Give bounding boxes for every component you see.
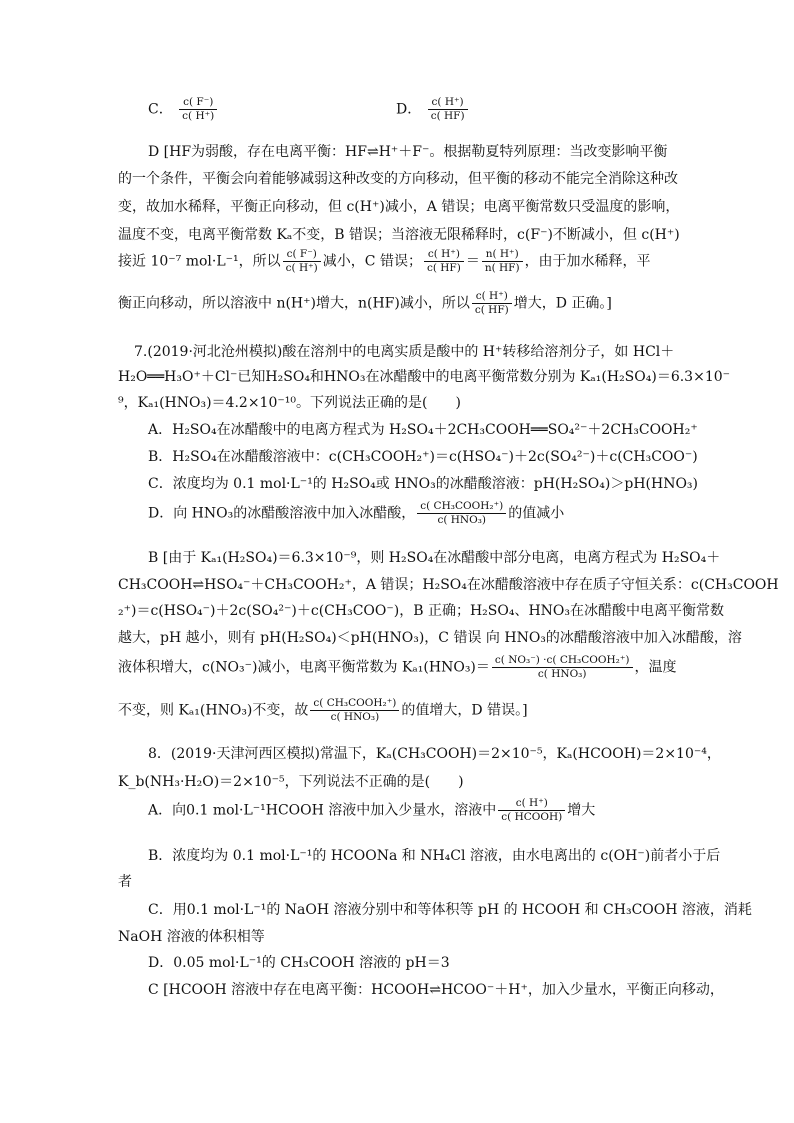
fraction: $\frac{c( F^-)}{c( H^+)}$ xyxy=(179,96,217,123)
text-line: H₂O══H₃O⁺＋Cl⁻已知H₂SO₄和HNO₃在冰醋酸中的电离平衡常数分别为 Kₐ₁(H₂SO₄)＝6.3×10⁻ xyxy=(118,369,731,385)
option-d: D．0.05 mol·L⁻¹的 CH₃COOH 溶液的 pH＝3 xyxy=(148,955,450,971)
question-8-stem: 8．(2019·天津河西区模拟)常温下，Kₐ(CH₃COOH)＝2×10⁻⁵，Kₐ(HCOOH)＝2×10⁻⁴， xyxy=(148,746,721,762)
text-line: 的一个条件，平衡会向着能够减弱这种改变的方向移动，但平衡的移动不能完全消除这种改 xyxy=(118,171,678,187)
answer-line: C [HCOOH 溶液中存在电离平衡：HCOOH⇌HCOO⁻＋H⁺，加入少量水，平衡正向移动， xyxy=(148,982,724,998)
option-d-label: D． xyxy=(396,101,422,118)
text-line: 者 xyxy=(118,874,132,890)
fraction: $\frac{c( H^+)}{c( HF)}$ xyxy=(472,290,512,317)
text-line: NaOH 溶液的体积相等 xyxy=(118,929,265,945)
option-a: A．H₂SO₄在冰醋酸中的电离方程式为 H₂SO₄＋2CH₃COOH══SO₄²⁻＋2CH₃COOH₂⁺ xyxy=(148,422,698,438)
text-line: ₂⁺)＝c(HSO₄⁻)＋2c(SO₄²⁻)＋c(CH₃COO⁻)，B 正确；H₂SO₄、HNO₃在冰醋酸中电离平衡常数 xyxy=(118,603,725,619)
text-line-with-fractions: 衡正向移动，所以溶液中 n(H⁺)增大，n(HF)减小，所以 $\frac{c( H^+)}{c( HF)}$ 增大，D 正确。] xyxy=(118,290,612,316)
option-a: A．向0.1 mol·L⁻¹HCOOH 溶液中加入少量水，溶液中 $\frac{c( H^+)}{\text{c( HCOOH)}}$ 增大 xyxy=(148,797,596,823)
option-b: B．H₂SO₄在冰醋酸溶液中：c(CH₃COOH₂⁺)＝c(HSO₄⁻)＋2c(SO₄²⁻)＋c(CH₃COO⁻) xyxy=(148,449,698,465)
text-line-with-fractions: 液体积增大，c(NO₃⁻)减小，电离平衡常数为 Kₐ₁(HNO₃)＝ $\frac{\text{c( NO₃⁻) ·c( CH₃COOH₂⁺)}}{\text{c( HNO₃)}}$ ，温度 xyxy=(118,654,677,680)
text-line-with-fractions: 不变，则 Kₐ₁(HNO₃)不变，故 $\frac{\text{c( CH₃COOH₂⁺)}}{\text{c( HNO₃)}}$ 的值增大，D 错误。] xyxy=(118,697,528,723)
text-line-with-fractions: 接近 10⁻⁷ mol·L⁻¹，所以 $\frac{c( F^-)}{c( H^+)}$ 减小，C 错误； $\frac{c( H^+)}{c( HF)}$ ＝ $\frac{n( H^+)}{n( HF)}$ ，由于加水稀释，平 xyxy=(118,248,651,274)
answer-line: B [由于 Kₐ₁(H₂SO₄)＝6.3×10⁻⁹，则 H₂SO₄在冰醋酸中部分电离，电离方程式为 H₂SO₄＋ xyxy=(148,550,721,566)
text-line: 变，故加水稀释，平衡正向移动，但 c(H⁺)减小，A 错误；电离平衡常数只受温度的影响， xyxy=(118,199,680,215)
question-7-stem: 7.(2019·河北沧州模拟)酸在溶剂中的电离实质是酸中的 H⁺转移给溶剂分子，如 HCl＋ xyxy=(134,344,675,360)
text-line: 越大，pH 越小，则有 pH(H₂SO₄)＜pH(HNO₃)，C 错误 向 HNO₃的冰醋酸溶液中加入冰醋酸，溶 xyxy=(118,630,742,646)
text-line: 温度不变，电离平衡常数 Kₐ不变，B 错误；当溶液无限稀释时，c(F⁻)不断减小，但 c(H⁺) xyxy=(118,227,680,243)
option-c: C．浓度均为 0.1 mol·L⁻¹的 H₂SO₄或 HNO₃的冰醋酸溶液：pH(H₂SO₄)＞pH(HNO₃) xyxy=(148,476,698,492)
fraction: $\frac{c( H^+)}{c( HF)}$ xyxy=(428,96,468,123)
text-line: CH₃COOH⇌HSO₄⁻＋CH₃COOH₂⁺，A 错误；H₂SO₄在冰醋酸溶液中存在质子守恒关系：c(CH₃COOH xyxy=(118,577,779,593)
option-d: D．向 HNO₃的冰醋酸溶液中加入冰醋酸， $\frac{\text{c( CH₃COOH₂⁺)}}{\text{c( HNO₃)}}$ 的值减小 xyxy=(148,500,565,526)
fraction: $\frac{\text{c( CH₃COOH₂⁺)}}{\text{c( HNO₃)}}$ xyxy=(417,500,506,527)
option-c: C．用0.1 mol·L⁻¹的 NaOH 溶液分别中和等体积等 pH 的 HCOOH 和 CH₃COOH 溶液，消耗 xyxy=(148,902,752,918)
fraction: $\frac{\text{c( NO₃⁻) ·c( CH₃COOH₂⁺)}}{\text{c( HNO₃)}}$ xyxy=(492,654,633,681)
text-line: D [HF为弱酸，存在电离平衡：HF⇌H⁺＋F⁻。根据勒夏特列原理：当改变影响平衡 xyxy=(148,144,668,160)
option-c-top xyxy=(148,96,219,123)
fraction: $\frac{c( H^+)}{\text{c( HCOOH)}}$ xyxy=(498,797,565,824)
option-c-label: C． xyxy=(148,101,173,118)
fraction: $\frac{n( H^+)}{n( HF)}$ xyxy=(482,248,523,275)
option-d-top xyxy=(396,96,470,123)
option-b: B．浓度均为 0.1 mol·L⁻¹的 HCOONa 和 NH₄Cl 溶液，由水电离出的 c(OH⁻)前者小于后 xyxy=(148,848,721,864)
fraction: $\frac{c( F^-)}{c( H^+)}$ xyxy=(283,248,321,275)
fraction: $\frac{\text{c( CH₃COOH₂⁺)}}{\text{c( HNO₃)}}$ xyxy=(310,697,399,724)
text-line: ⁹，Kₐ₁(HNO₃)＝4.2×10⁻¹⁰。下列说法正确的是( ) xyxy=(118,395,461,411)
fraction: $\frac{c( H^+)}{c( HF)}$ xyxy=(424,248,464,275)
text-line: K_b(NH₃·H₂O)＝2×10⁻⁵，下列说法不正确的是( ) xyxy=(118,774,464,790)
